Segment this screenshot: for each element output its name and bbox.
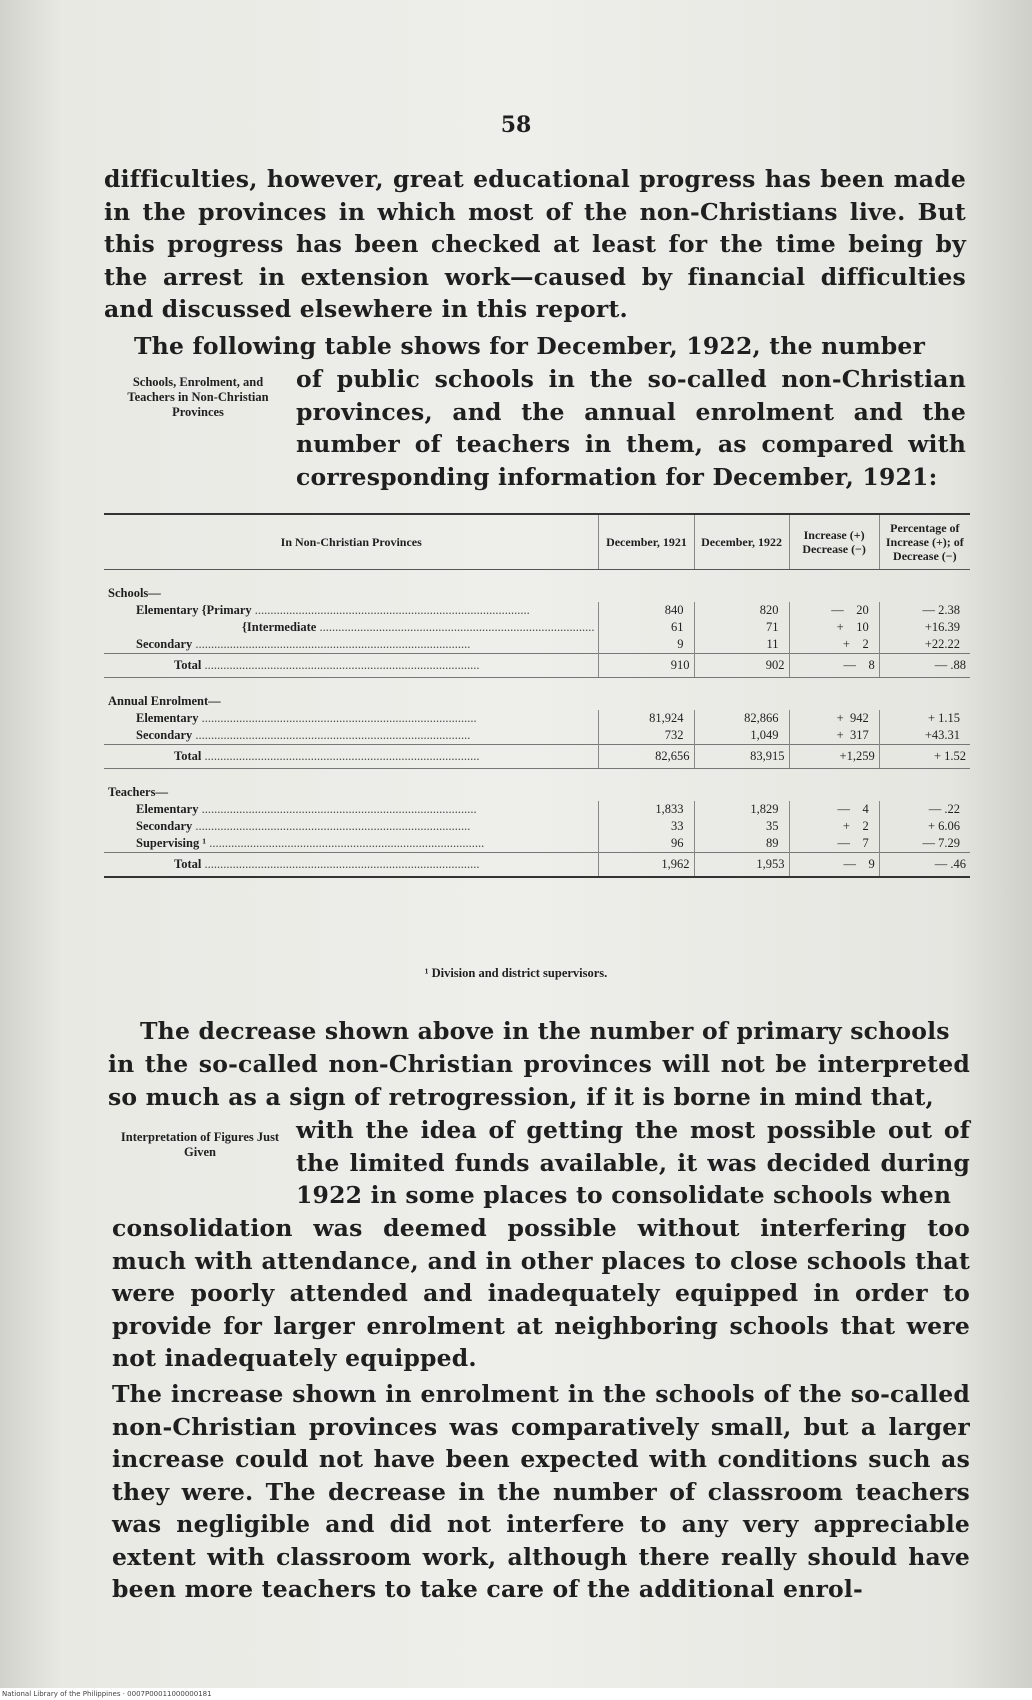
header-dec-1922: December, 1922 [694, 514, 789, 570]
cell-percentage: +43.31 [879, 727, 970, 745]
row-label: Secondary ..... [104, 636, 599, 654]
enrolment-heading: Annual Enrolment— [108, 694, 221, 708]
cell-1921: 732 [599, 727, 694, 745]
primary-label: {Primary ..... [202, 603, 530, 617]
table-total-row [104, 745, 970, 769]
cell-1922: 35 [694, 818, 789, 835]
cell-change: — 9 [789, 853, 879, 878]
cell-1922: 71 [694, 619, 789, 636]
table-header-row [104, 514, 970, 570]
cell-change: — 8 [789, 654, 879, 678]
statistics-table [104, 513, 970, 878]
cell-change: + 2 [789, 818, 879, 835]
cell-change: — 7 [789, 835, 879, 853]
paragraph-3-body: consolidation was deemed possible without interfering too much with attendance, and in other places to close schools that were poorly attended and inadequately equipped in order to provide for larger enrolment at neighboring schools that were not inadequately equipped. [112, 1214, 970, 1372]
cell-percentage: — .88 [879, 654, 970, 678]
cell-change: + 10 [789, 619, 879, 636]
table-row [104, 801, 970, 818]
header-change: Increase (+) Decrease (−) [789, 514, 879, 570]
cell-1922: 82,866 [694, 710, 789, 727]
row-label: Elementary ..... [104, 801, 599, 818]
cell-1921: 81,924 [599, 710, 694, 727]
table-footnote: ¹ Division and district supervisors. [424, 966, 608, 980]
sidenote-interpretation: Interpretation of Figures Just Given [120, 1130, 280, 1159]
table-row [104, 636, 970, 654]
cell-change: — 4 [789, 801, 879, 818]
paragraph-3-side-lines: with the idea of getting the most possible out of the limited funds available, it was decided during 1922 in some places to consolidate schools when [296, 1116, 970, 1209]
cell-1921: 61 [599, 619, 694, 636]
cell-1921: 9 [599, 636, 694, 654]
schools-heading: Schools— [108, 586, 161, 600]
table-row [104, 570, 970, 603]
cell-percentage: — 2.38 [879, 602, 970, 619]
cell-percentage: + 1.15 [879, 710, 970, 727]
paragraph-3-lines: in the so-called non-Christian provinces will not be interpreted so much as a sign of retrogression, if it is borne in mind that, [108, 1050, 970, 1111]
teachers-heading: Teachers— [108, 785, 168, 799]
cell-percentage: — 7.29 [879, 835, 970, 853]
table-row [104, 769, 970, 802]
row-label: Total ..... [104, 853, 599, 878]
cell-1922: 1,829 [694, 801, 789, 818]
paragraph-3-first-line: The decrease shown above in the number of primary schools [140, 1017, 950, 1045]
cell-1921: 1,833 [599, 801, 694, 818]
table-row [104, 619, 970, 636]
paragraph-2-first-line: The following table shows for December, 1922, the number [134, 332, 926, 360]
cell-change: — 20 [789, 602, 879, 619]
cell-1921: 96 [599, 835, 694, 853]
header-label: In Non-Christian Provinces [104, 514, 599, 570]
cell-1922: 1,049 [694, 727, 789, 745]
table-row [104, 835, 970, 853]
table-row [104, 678, 970, 711]
cell-change: + 942 [789, 710, 879, 727]
intermediate-label: {Intermediate ..... [242, 620, 594, 634]
cell-1922: 11 [694, 636, 789, 654]
cell-1921: 82,656 [599, 745, 694, 769]
row-label: Secondary ..... [104, 727, 599, 745]
cell-change: +1,259 [789, 745, 879, 769]
scan-footer: National Library of the Philippines · 0007P00011000000181 [0, 1688, 1032, 1700]
cell-1922: 83,915 [694, 745, 789, 769]
cell-percentage: + 6.06 [879, 818, 970, 835]
cell-percentage: + 1.52 [879, 745, 970, 769]
cell-percentage: +16.39 [879, 619, 970, 636]
cell-1921: 33 [599, 818, 694, 835]
row-label [104, 602, 599, 619]
cell-1922: 902 [694, 654, 789, 678]
cell-percentage: — .46 [879, 853, 970, 878]
cell-change: + 317 [789, 727, 879, 745]
cell-change: + 2 [789, 636, 879, 654]
cell-1922: 820 [694, 602, 789, 619]
cell-1921: 910 [599, 654, 694, 678]
cell-1922: 89 [694, 835, 789, 853]
cell-percentage: +22.22 [879, 636, 970, 654]
table-total-row [104, 853, 970, 878]
row-label: Supervising ¹ ..... [104, 835, 599, 853]
row-label: Secondary ..... [104, 818, 599, 835]
table-row [104, 710, 970, 727]
cell-1921: 840 [599, 602, 694, 619]
cell-1921: 1,962 [599, 853, 694, 878]
elementary-label: Elementary [136, 603, 199, 617]
table-row [104, 727, 970, 745]
cell-1922: 1,953 [694, 853, 789, 878]
sidenote-schools-enrolment: Schools, Enrolment, and Teachers in Non-Christian Provinces [127, 375, 269, 419]
page-number: 58 [500, 112, 532, 138]
table-total-row [104, 654, 970, 678]
paragraph-2-body: of public schools in the so-called non-Christian provinces, and the annual enrolment and the number of teachers in them, as compared with corresponding information for December, 1921: [296, 365, 966, 491]
paragraph-4: The increase shown in enrolment in the schools of the so-called non-Christian provinces was comparatively small, but a larger increase could not have been expected with conditions such as they were. The decrease in the number of classroom teachers was negligible and did not interfere to any very appreciable extent with classroom work, although there really should have been more teachers to take care of the additional enrol- [112, 1380, 970, 1603]
row-label: Elementary ..... [104, 710, 599, 727]
row-label: Total ..... [104, 745, 599, 769]
table-row [104, 602, 970, 619]
header-dec-1921: December, 1921 [599, 514, 694, 570]
cell-percentage: — .22 [879, 801, 970, 818]
header-percentage: Percentage of Increase (+); of Decrease (−) [879, 514, 970, 570]
table-row [104, 818, 970, 835]
paragraph-1: difficulties, however, great educational progress has been made in the provinces in which most of the non-Christians live. But this progress has been checked at least for the time being by the arrest in extension work—caused by financial difficulties and discussed elsewhere in this report. [104, 165, 966, 323]
row-label [104, 619, 599, 636]
row-label: Total ..... [104, 654, 599, 678]
